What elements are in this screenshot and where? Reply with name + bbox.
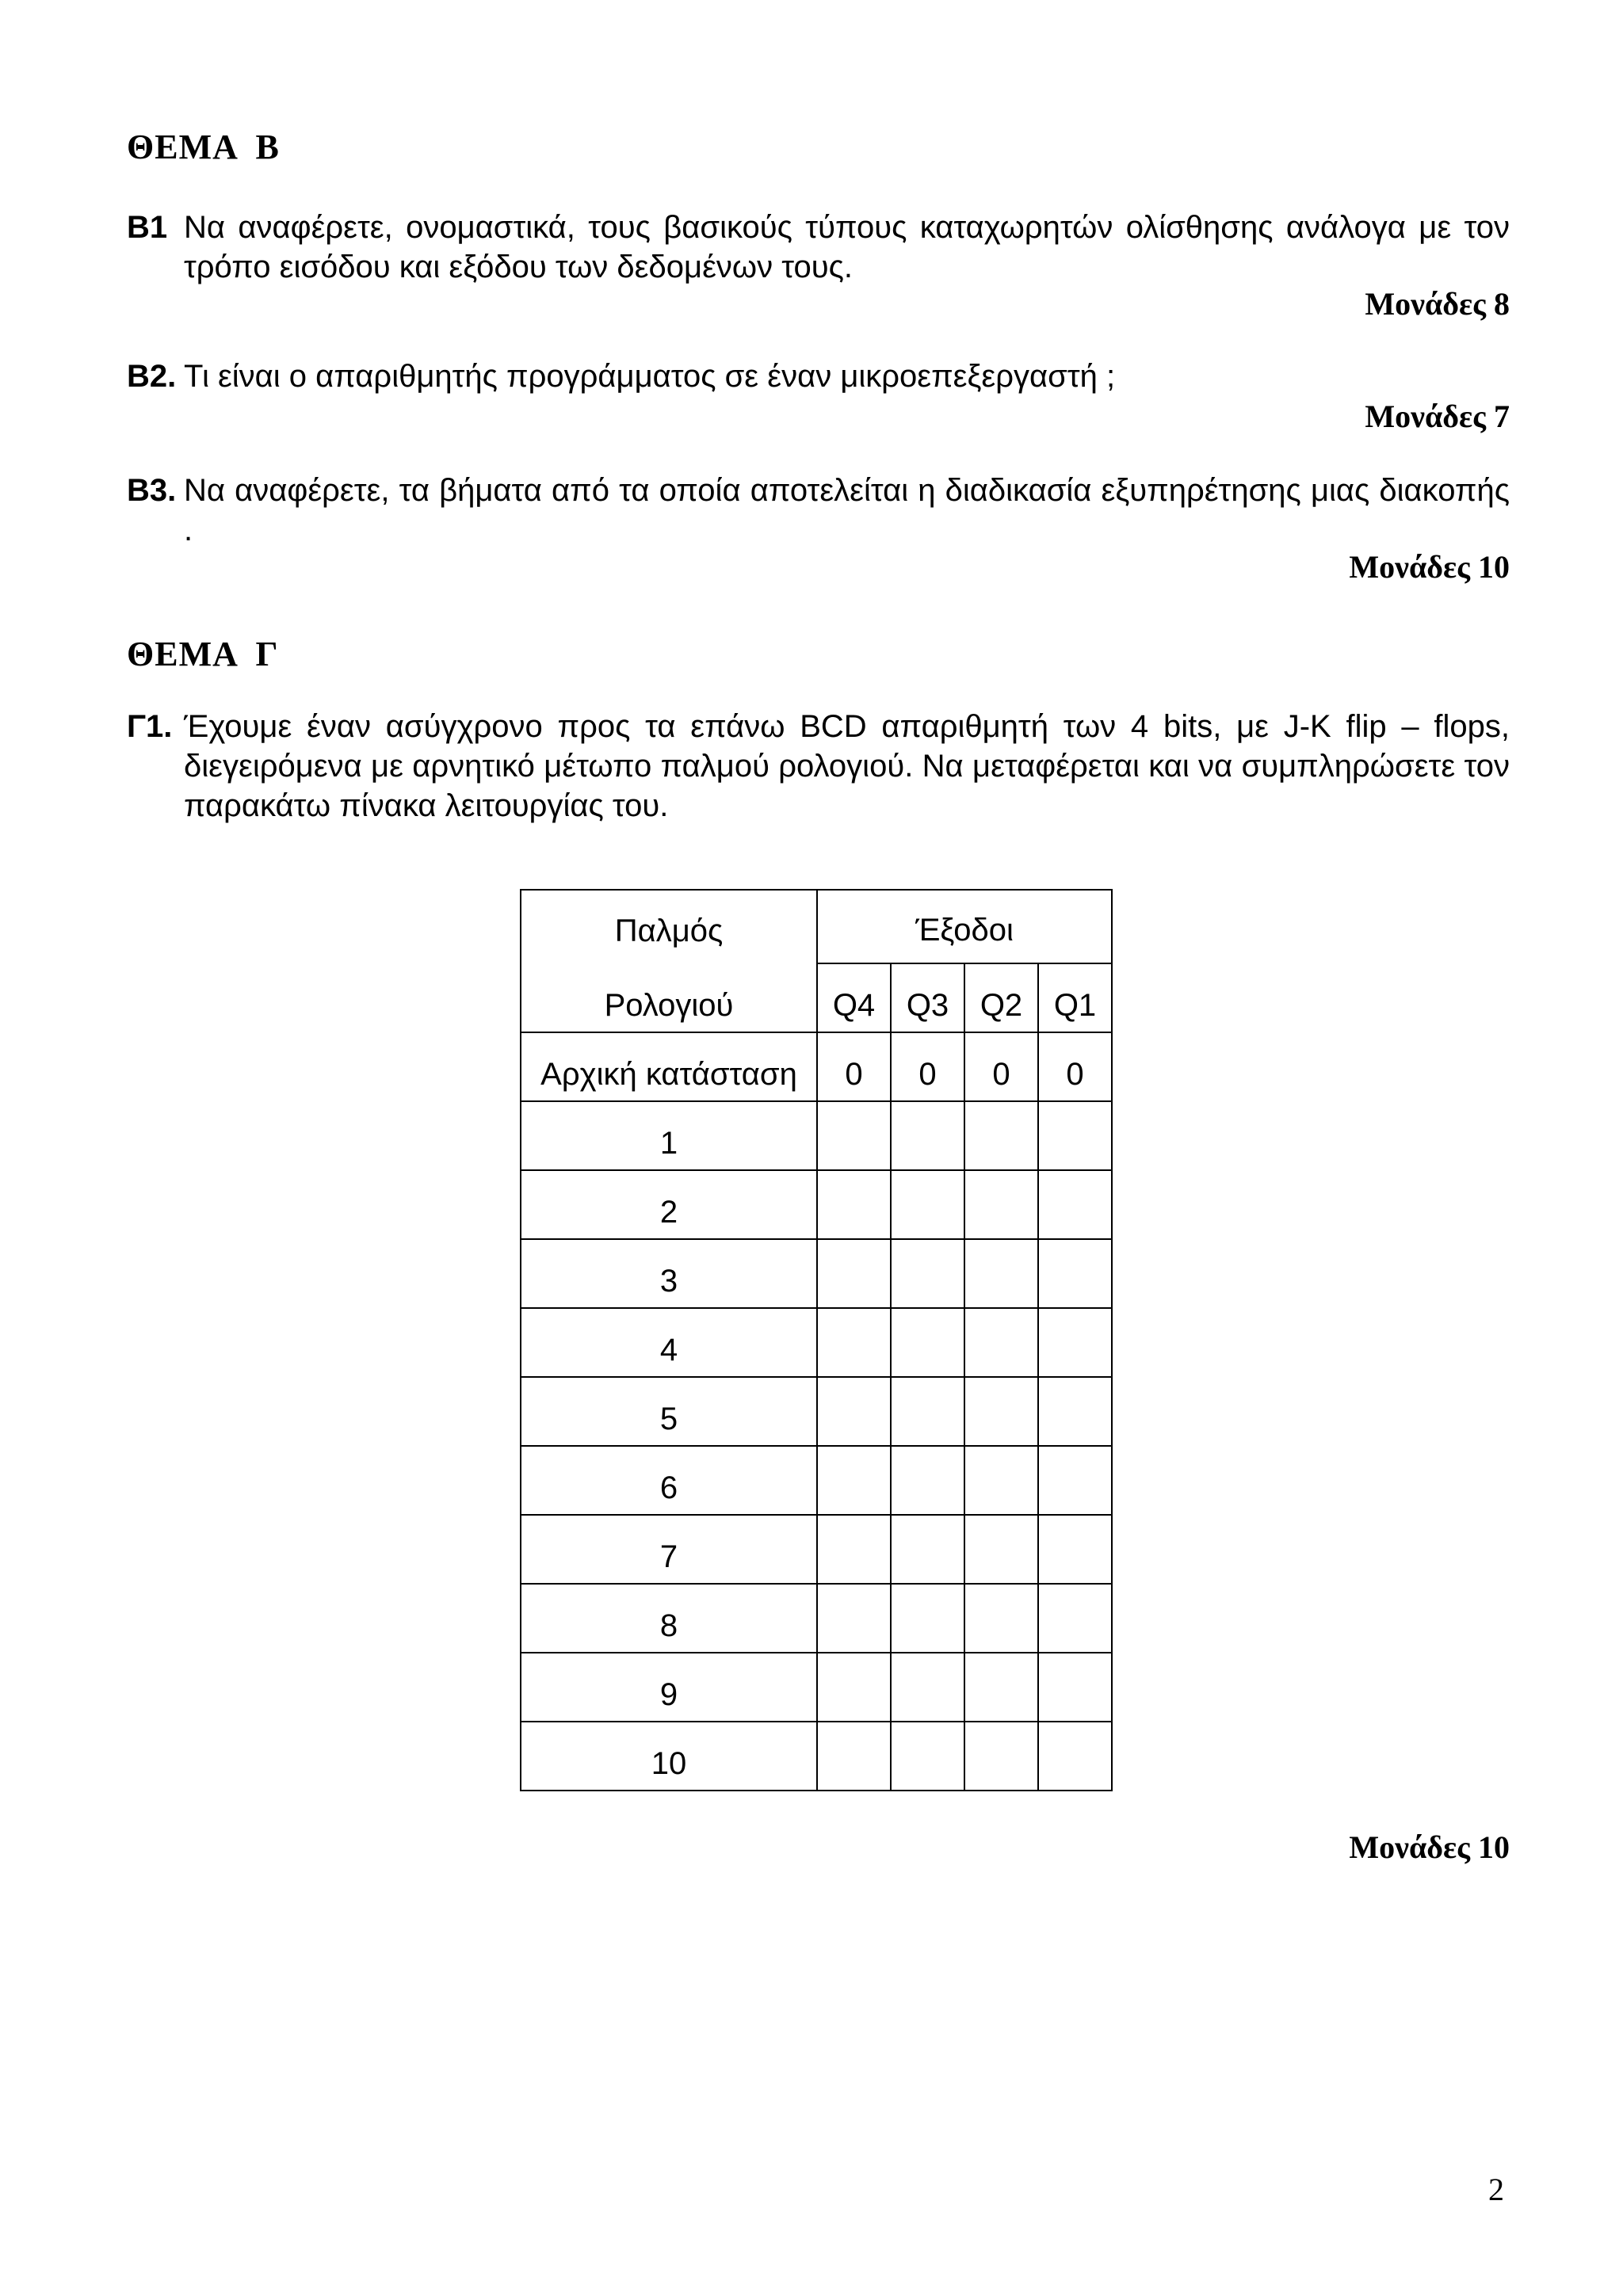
header-pulse: Παλμός [521,890,817,963]
cell-q3 [891,1170,964,1239]
row-label: 5 [521,1377,817,1446]
cell-q3 [891,1101,964,1170]
cell-q1 [1038,1653,1112,1722]
question-number: Β3. [127,473,177,508]
operation-table [520,889,1113,1791]
cell-q2 [964,1653,1038,1722]
section-c-heading: ΘΕΜΑ Γ [127,635,279,673]
row-label: 9 [521,1653,817,1722]
cell-q1 [1038,1239,1112,1308]
question-text: Τι είναι ο απαριθμητής προγράμματος σε έναν μικροεπεξεργαστή ; [184,359,1116,394]
cell-q1 [1038,1308,1112,1377]
table-row [521,1515,1112,1584]
row-label: 6 [521,1446,817,1515]
cell-q2 [964,1239,1038,1308]
cell-q4 [817,1653,891,1722]
question-b3 [127,471,1510,550]
table-row [521,1653,1112,1722]
header-q1: Q1 [1038,963,1112,1032]
cell-q3 [891,1653,964,1722]
table-row [521,1239,1112,1308]
cell-q2 [964,1722,1038,1791]
table-body [521,1032,1112,1791]
question-c1 [127,707,1510,826]
row-label: 3 [521,1239,817,1308]
cell-q4 [817,1377,891,1446]
cell-q3 [891,1584,964,1653]
cell-q2 [964,1377,1038,1446]
cell-q4 [817,1722,891,1791]
question-text: Να αναφέρετε, τα βήματα από τα οποία αποτελείται η διαδικασία εξυπηρέτησης μιας διακοπής . [184,473,1510,547]
question-b2 [127,357,1510,396]
header-q2: Q2 [964,963,1038,1032]
row-label: Αρχική κατάσταση [521,1032,817,1101]
header-clock: Ρολογιού [521,963,817,1032]
marks-c1: Μονάδες 10 [1349,1829,1510,1865]
cell-q2 [964,1446,1038,1515]
cell-q1 [1038,1515,1112,1584]
cell-q4 [817,1308,891,1377]
cell-q1 [1038,1446,1112,1515]
table-row [521,1032,1112,1101]
row-label: 8 [521,1584,817,1653]
table-row [521,1308,1112,1377]
cell-q3 [891,1239,964,1308]
cell-q4 [817,1239,891,1308]
cell-q4 [817,1170,891,1239]
cell-q2 [964,1170,1038,1239]
cell-q3 [891,1308,964,1377]
cell-q2 [964,1101,1038,1170]
cell-q1: 0 [1038,1032,1112,1101]
header-q3: Q3 [891,963,964,1032]
cell-q2 [964,1515,1038,1584]
section-b-heading: ΘΕΜΑ Β [127,128,280,166]
question-number: Β1 [127,210,168,245]
cell-q3 [891,1377,964,1446]
table-row [521,1170,1112,1239]
marks-b1: Μονάδες 8 [1365,286,1510,322]
marks-b2: Μονάδες 7 [1365,399,1510,434]
cell-q1 [1038,1170,1112,1239]
header-q4: Q4 [817,963,891,1032]
cell-q3 [891,1515,964,1584]
cell-q1 [1038,1101,1112,1170]
cell-q1 [1038,1722,1112,1791]
cell-q1 [1038,1377,1112,1446]
table-row [521,1101,1112,1170]
cell-q4 [817,1515,891,1584]
cell-q4: 0 [817,1032,891,1101]
cell-q3 [891,1722,964,1791]
cell-q4 [817,1101,891,1170]
cell-q2 [964,1308,1038,1377]
question-b1 [127,208,1510,287]
row-label: 4 [521,1308,817,1377]
row-label: 2 [521,1170,817,1239]
cell-q4 [817,1446,891,1515]
table-row [521,1377,1112,1446]
page-number: 2 [1488,2172,1504,2207]
row-label: 10 [521,1722,817,1791]
cell-q3 [891,1446,964,1515]
cell-q2 [964,1584,1038,1653]
marks-b3: Μονάδες 10 [1349,549,1510,585]
question-number: Γ1. [127,709,173,744]
cell-q3: 0 [891,1032,964,1101]
question-number: Β2. [127,359,177,394]
table-row [521,1722,1112,1791]
question-text: Να αναφέρετε, ονομαστικά, τους βασικούς τύπους καταχωρητών ολίσθησης ανάλογα με τον τρόπο εισόδου και εξόδου των δεδομένων τους. [184,210,1510,284]
table-row [521,1584,1112,1653]
table-row [521,1446,1112,1515]
question-text: Έχουμε έναν ασύγχρονο προς τα επάνω BCD απαριθμητή των 4 bits, με J-K flip – flops, διεγειρόμενα με αρνητικό μέτωπο παλμού ρολογιού. Να μεταφέρεται και να συμπληρώσετε τον παρακάτω πίνακα λειτουργίας του. [184,709,1510,823]
cell-q1 [1038,1584,1112,1653]
row-label: 7 [521,1515,817,1584]
cell-q2: 0 [964,1032,1038,1101]
cell-q4 [817,1584,891,1653]
header-outputs: Έξοδοι [817,890,1112,963]
row-label: 1 [521,1101,817,1170]
